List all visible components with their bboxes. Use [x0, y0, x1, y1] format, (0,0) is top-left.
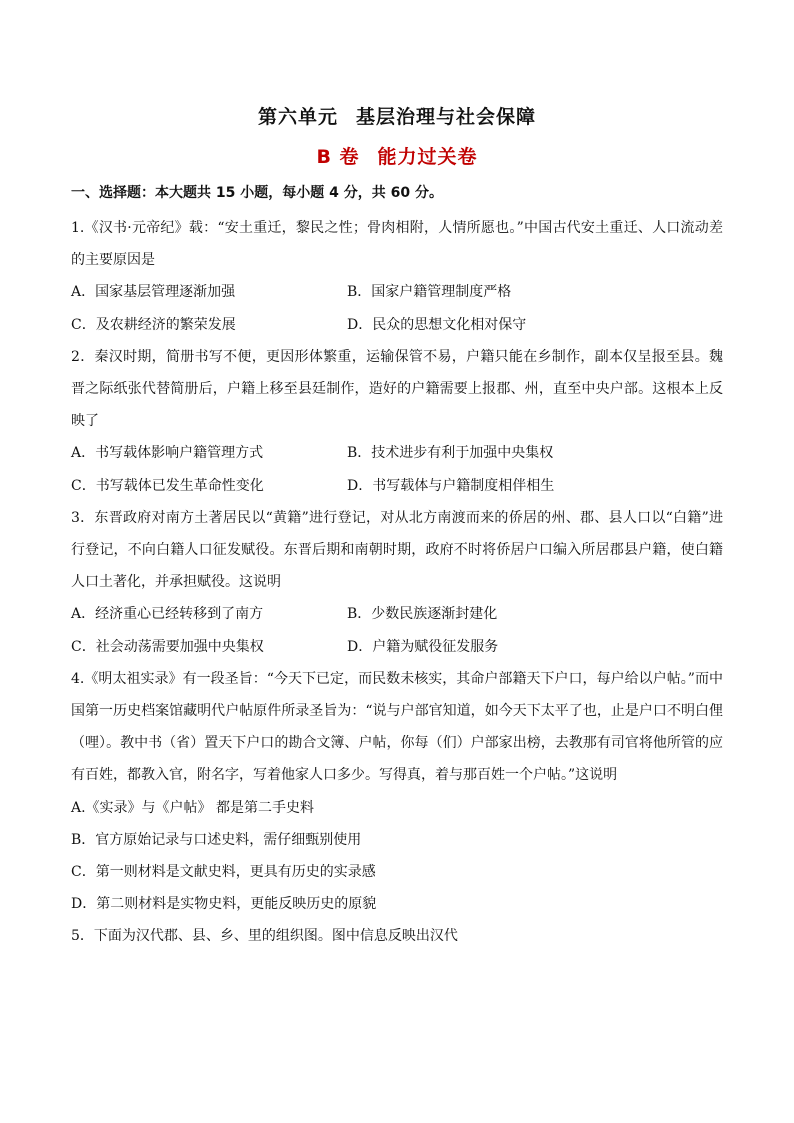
question-2-options-row-2	[71, 470, 723, 502]
page-title	[0, 102, 794, 129]
title-unit: 第六单元	[257, 106, 338, 128]
question-1-option-a: A．国家基层管理逐渐加强	[71, 284, 236, 301]
page-subtitle	[0, 142, 794, 169]
question-3-option-d: D．户籍为赋役征发服务	[347, 638, 499, 655]
question-4-option-d: D．第二则材料是实物史料，更能反映历史的原貌	[71, 896, 377, 913]
question-3-options-row-2	[71, 631, 723, 663]
title-topic: 基层治理与社会保障	[356, 106, 537, 128]
section-heading: 一、选择题：本大题共 15 小题，每小题 4 分，共 60 分。	[71, 185, 443, 201]
question-5-stem: 5．下面为汉代郡、县、乡、里的组织图。图中信息反映出汉代	[71, 928, 458, 945]
question-4-option-b: B．官方原始记录与口述史料，需仔细甄别使用	[71, 831, 362, 848]
subtitle-type: 能力过关卷	[377, 146, 478, 168]
question-1-option-d: D．民众的思想文化相对保守	[347, 316, 527, 333]
question-3-option-b: B．少数民族逐渐封建化	[347, 606, 498, 623]
question-2-options-row-1	[71, 437, 723, 469]
question-3-option-a: A．经济重心已经转移到了南方	[71, 606, 264, 623]
question-1-option-b: B．国家户籍管理制度严格	[347, 284, 512, 301]
question-1-stem: 1.《汉书·元帝纪》载：“安土重迁，黎民之性；骨肉相附，人情所愿也。”中国古代安土重迁、人口流动差的主要原因是	[71, 220, 723, 269]
question-3-option-c: C．社会动荡需要加强中央集权	[71, 638, 264, 655]
question-1-options-row-1	[71, 276, 723, 308]
questions-body	[71, 212, 723, 953]
question-2-option-a: A．书写载体影响户籍管理方式	[71, 445, 264, 462]
question-2-option-d: D．书写载体与户籍制度相伴相生	[347, 477, 555, 494]
question-3-options-row-1	[71, 598, 723, 630]
question-3-stem: 3．东晋政府对南方土著居民以“黄籍”进行登记，对从北方南渡而来的侨居的州、郡、县人口以“白籍”进行登记，不向白籍人口征发赋役。东晋后期和南朝时期，政府不时将侨居户口编入所居郡县户籍，使白籍人口土著化，并承担赋役。这说明	[71, 509, 723, 591]
question-4-option-a: A.《实录》与《户帖》 都是第二手史料	[71, 799, 315, 816]
question-2-stem: 2．秦汉时期，简册书写不便，更因形体繁重，运输保管不易，户籍只能在乡制作，副本仅呈报至县。魏晋之际纸张代替简册后，户籍上移至县廷制作，造好的户籍需要上报郡、州，直至中央户部。这根本上反映了	[71, 348, 723, 430]
question-1-option-c: C．及农耕经济的繁荣发展	[71, 316, 236, 333]
question-1-options-row-2	[71, 309, 723, 341]
subtitle-volume: B 卷	[316, 146, 360, 168]
question-2-option-c: C．书写载体已发生革命性变化	[71, 477, 264, 494]
question-4-option-c: C．第一则材料是文献史料，更具有历史的实录感	[71, 864, 376, 881]
question-2-option-b: B．技术进步有利于加强中央集权	[347, 445, 554, 462]
question-4-stem: 4.《明太祖实录》有一段圣旨：“今天下已定，而民数未核实，其命户部籍天下户口，每户给以户帖。”而中国第一历史档案馆藏明代户帖原件所录圣旨为：“说与户部官知道，如今天下太平了也，止是户口不明白俚（哩）。教中书（省）置天下户口的勘合文簿、户帖，你每（们）户部家出榜，去教那有司官将他所管的应有百姓，都教入官，附名字，写着他家人口多少。写得真，着与那百姓一个户帖。”这说明	[71, 670, 723, 784]
